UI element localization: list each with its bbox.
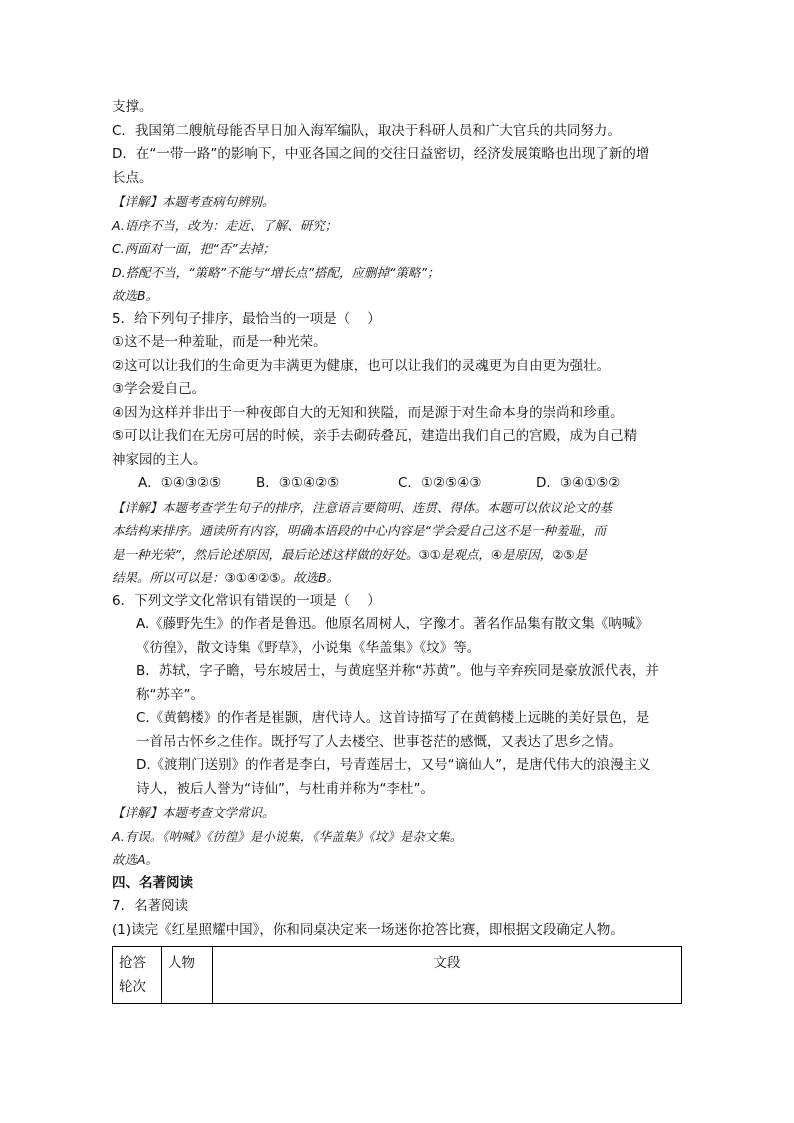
sentence-4: ④因为这样并非出于一种夜郎自大的无知和狭隘，而是源于对生命本身的崇尚和珍重。 <box>112 404 624 421</box>
q6-option-c: C.《黄鹤楼》的作者是崔颢，唐代诗人。这首诗描写了在黄鹤楼上远眺的美好景色，是 <box>136 710 650 726</box>
question-7-sub-1: (1)读完《红星照耀中国》，你和同桌决定来一场迷你抢答比赛，即根据文段确定人物。 <box>112 921 624 938</box>
text-line: 长点。 <box>112 169 153 186</box>
table-header-passage: 文段 <box>213 947 682 1004</box>
sentence-2: ②这可以让我们的生命更为丰满更为健康，也可以让我们的灵魂更为自由更为强壮。 <box>112 357 611 374</box>
option-c-text: C．我国第二艘航母能否早日加入海军编队，取决于科研人员和广大官兵的共同努力。 <box>112 122 621 139</box>
explanation-heading: 【详解】本题考查学生句子的排序，注意语言要简明、连贯、得体。本题可以依议论文的基 <box>112 499 613 515</box>
answer-line: 结果。所以可以是：③①④②⑤。故选B。 <box>112 570 340 585</box>
q6-option-a-cont: 《彷徨》，散文诗集《野草》，小说集《华盖集》《坟》等。 <box>136 639 481 656</box>
option-c: C．①②⑤④③ <box>398 475 482 491</box>
option-d: D．③④①⑤② <box>536 475 621 491</box>
explanation-line: C.两面对一面，把“否”去掉； <box>112 241 276 256</box>
explanation-heading: 【详解】本题考查病句辨别。 <box>112 194 275 209</box>
question-6-stem: 6．下列文学文化常识有错误的一项是（ ） <box>112 592 381 609</box>
quiz-table <box>112 946 682 1004</box>
document-page <box>112 96 684 1004</box>
table-header-round: 抢答轮次 <box>113 947 162 1004</box>
section-heading: 四、名著阅读 <box>112 874 193 891</box>
sentence-5-cont: 神家园的主人。 <box>112 451 207 468</box>
sentence-1: ①这不是一种羞耻，而是一种光荣。 <box>112 334 327 350</box>
sentence-5: ⑤可以让我们在无房可居的时候，亲手去砌砖叠瓦，建造出我们自己的宫殿，成为自己精 <box>112 428 638 444</box>
q6-option-d: D.《渡荆门送别》的作者是李白，号青莲居士，又号“谪仙人”，是唐代伟大的浪漫主义 <box>136 757 651 773</box>
q6-option-b: B．苏轼，字子瞻，号东坡居士，与黄庭坚并称“苏黄”。他与辛弃疾同是豪放派代表，并 <box>136 663 659 679</box>
option-a: A．①④③②⑤ <box>138 475 222 491</box>
table-header-person: 人物 <box>162 947 213 1004</box>
q6-option-d-cont: 诗人，被后人誉为“诗仙”，与杜甫并称为“李杜”。 <box>136 780 434 797</box>
question-5-stem: 5．给下列句子排序，最恰当的一项是（ ） <box>112 310 381 327</box>
answer-line: 故选B。 <box>112 288 159 303</box>
q6-option-c-cont: 一首吊古怀乡之佳作。既抒写了人去楼空、世事苍茫的感慨，又表达了思乡之情。 <box>136 733 622 750</box>
question-7-stem: 7．名著阅读 <box>112 898 189 914</box>
option-b: B．③①④②⑤ <box>256 475 340 491</box>
question-5-options <box>112 472 684 496</box>
q6-option-a: A.《藤野先生》的作者是鲁迅。他原名周树人，字豫才。著名作品集有散文集《呐喊》 <box>136 616 649 632</box>
option-d-text: D．在“一带一路”的影响下，中亚各国之间的交往日益密切，经济发展策略也出现了新的增 <box>112 146 650 162</box>
q6-option-b-cont: 称“苏辛”。 <box>136 686 204 703</box>
explanation-line: A.语序不当，改为：走近、了解、研究； <box>112 217 338 233</box>
table-header-row <box>113 947 682 1004</box>
explanation-line: 是一种光荣”，然后论述原因，最后论述这样做的好处。③①是观点，④是原因，②⑤是 <box>112 546 588 562</box>
text-line: 支撑。 <box>112 99 153 115</box>
explanation-line: D.搭配不当，“策略”不能与“增长点”搭配，应删掉“策略”； <box>112 264 440 280</box>
explanation-heading: 【详解】本题考查文学常识。 <box>112 805 275 820</box>
explanation-line: 本结构来排序。通读所有内容，明确本语段的中心内容是“学会爱自己这不是一种羞耻，而 <box>112 523 606 538</box>
sentence-3: ③学会爱自己。 <box>112 381 206 397</box>
answer-line: 故选A。 <box>112 852 159 867</box>
explanation-line: A.有误。《呐喊》《彷徨》是小说集，《华盖集》《坟》是杂文集。 <box>112 828 463 844</box>
